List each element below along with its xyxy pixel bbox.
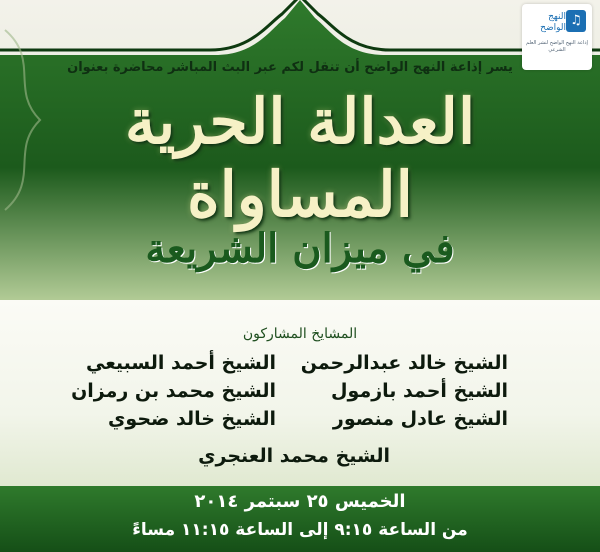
speakers-heading: المشايخ المشاركون [242, 326, 358, 342]
speaker-3: الشيخ أحمد بازمول [331, 380, 508, 402]
speaker-5: الشيخ عادل منصور [332, 408, 508, 430]
event-time: من الساعة ٩:١٥ إلى الساعة ١١:١٥ مساءً [132, 520, 468, 540]
logo-name: النهج الواضح [540, 12, 566, 33]
speaker-4: الشيخ محمد بن رمزان [71, 380, 276, 402]
lecture-title: العدالة الحرية المساواة [124, 85, 476, 231]
logo [522, 4, 592, 70]
radio-icon: ♫ [566, 10, 586, 32]
event-date: الخميس ٢٥ سبتمر ٢٠١٤ [194, 491, 406, 512]
speaker-6: الشيخ خالد ضحوي [108, 408, 276, 430]
intro-text: يسر إذاعة النهج الواضح أن تنقل لكم عبر البث المباشر محاضرة بعنوان [67, 60, 513, 75]
speaker-1: الشيخ خالد عبدالرحمن [300, 352, 508, 374]
lecture-subtitle: في ميزان الشريعة [145, 225, 455, 272]
speaker-7: الشيخ محمد العنجري [198, 445, 390, 467]
logo-subtitle: إذاعة النهج الواضح لنشر العلم الشرعي [526, 40, 588, 53]
speaker-2: الشيخ أحمد السبيعي [85, 352, 276, 374]
